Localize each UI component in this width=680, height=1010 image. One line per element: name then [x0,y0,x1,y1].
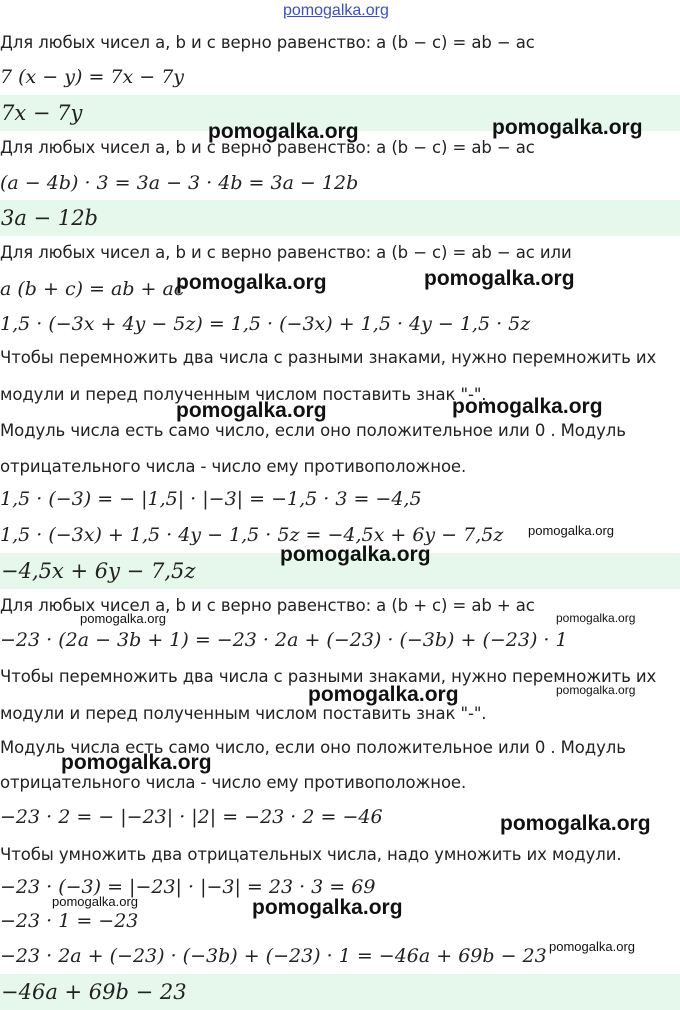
watermark: pomogalka.org [500,812,651,835]
watermark: pomogalka.org [549,939,635,954]
watermark: pomogalka.org [208,120,359,143]
math-line: −23 · 2a + (−23) · (−3b) + (−23) · 1 = −46a + 69b − 23 [0,945,547,967]
math-line: 1,5 · (−3) = − |1,5| · |−3| = −1,5 · 3 = −4,5 [0,488,422,510]
explanation-text: Чтобы перемножить два числа с разными знаками, нужно перемножить их [0,667,657,686]
explanation-text: Модуль числа есть само число, если оно положительное или 0 . Модуль [0,738,626,757]
watermark: pomogalka.org [80,611,166,626]
math-line: −23 · 2 = − |−23| · |2| = −23 · 2 = −46 [0,806,383,828]
watermark: pomogalka.org [252,896,403,919]
math-line: −23 · (2a − 3b + 1) = −23 · 2a + (−23) · (−3b) + (−23) · 1 [0,629,568,651]
watermark: pomogalka.org [280,543,431,566]
answer-box: −46a + 69b − 23 [0,974,680,1010]
math-line: 1,5 · (−3x) + 1,5 · 4y − 1,5 · 5z = −4,5x + 6y − 7,5z [0,524,504,546]
watermark: pomogalka.org [528,523,614,538]
site-link[interactable]: pomogalka.org [283,2,389,19]
answer-box: 7x − 7y [0,95,680,131]
explanation-text: Модуль числа есть само число, если оно положительное или 0 . Модуль [0,421,626,440]
math-line: a (b + c) = ab + ac [0,278,185,300]
explanation-text: Чтобы умножить два отрицательных числа, надо умножить их модули. [0,845,622,864]
rule-text: Для любых чисел a, b и c верно равенство: a (b − c) = ab − ac или [0,243,572,262]
math-line: 1,5 · (−3x + 4y − 5z) = 1,5 · (−3x) + 1,5 · 4y − 1,5 · 5z [0,313,531,335]
watermark: pomogalka.org [176,399,327,422]
explanation-text: модули и перед полученным числом поставить знак "-". [0,704,487,723]
answer-box: −4,5x + 6y − 7,5z [0,553,680,589]
watermark: pomogalka.org [308,683,459,706]
explanation-text: Чтобы перемножить два числа с разными знаками, нужно перемножить их [0,348,657,367]
math-line: −23 · (−3) = |−23| · |−3| = 23 · 3 = 69 [0,876,376,898]
watermark: pomogalka.org [492,116,643,139]
explanation-text: отрицательного числа - число ему противоположное. [0,457,467,476]
math-line: (a − 4b) · 3 = 3a − 3 · 4b = 3a − 12b [0,172,359,194]
watermark: pomogalka.org [556,683,636,697]
watermark: pomogalka.org [61,751,212,774]
rule-text: Для любых чисел a, b и c верно равенство: a (b + c) = ab + ac [0,596,535,615]
explanation-text: модули и перед полученным числом поставить знак "-". [0,385,487,404]
answer-box: 3a − 12b [0,200,680,236]
math-line: −23 · 1 = −23 [0,910,139,932]
math-line: 7 (x − y) = 7x − 7y [0,66,185,88]
watermark: pomogalka.org [556,611,636,625]
watermark: pomogalka.org [452,395,603,418]
watermark: pomogalka.org [424,267,575,290]
watermark: pomogalka.org [176,271,327,294]
rule-text: Для любых чисел a, b и c верно равенство: a (b − c) = ab − ac [0,138,535,157]
rule-text: Для любых чисел a, b и c верно равенство: a (b − c) = ab − ac [0,33,535,52]
watermark: pomogalka.org [52,894,138,909]
explanation-text: отрицательного числа - число ему противоположное. [0,773,467,792]
